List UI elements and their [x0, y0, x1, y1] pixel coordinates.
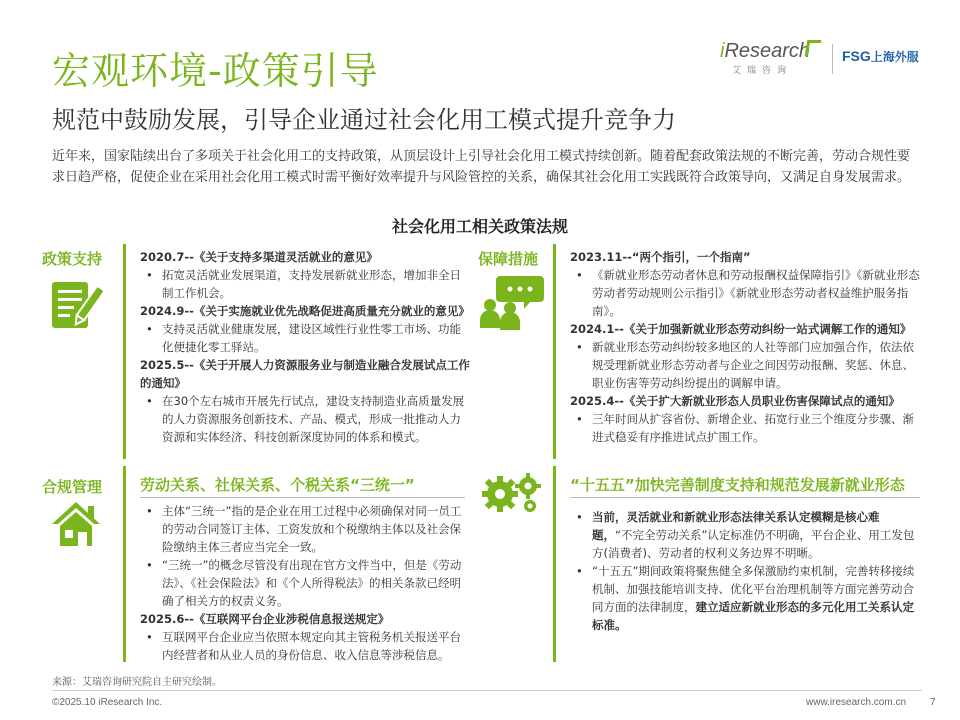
protection-item-head: 2025.4--《关于扩大新就业形态人员职业伤害保障试点的通知》: [570, 394, 900, 408]
compliance-heading: 劳动关系、社保关系、个税关系“三统一”: [140, 476, 415, 494]
source-note: 来源：艾瑞咨询研究院自主研究绘制。: [52, 677, 222, 688]
page-subtitle: 规范中鼓励发展，引导企业通过社会化用工模式提升竞争力: [52, 106, 676, 134]
divider-compliance: [123, 466, 126, 662]
policy-item-head: 2025.5--《关于开展人力资源服务业与制造业融合发展试点工作的通知》: [140, 358, 470, 390]
compliance-bullet: • 主体“三统一”指的是企业在用工过程中必须确保对同一员工的劳动合同签订主体、工资发放和个税缴纳主体以及社会保险缴纳主体三者应当完全一致。: [140, 502, 470, 556]
policy-item-head: 2020.7--《关于支持多渠道灵活就业的意见》: [140, 250, 378, 264]
protection-item-bullet: • 新就业形态劳动纠纷较多地区的人社等部门应加强合作，依法依规受理新就业形态劳动者与企业之间因劳动报酬、奖惩、休息、职业伤害等劳动纠纷提出的调解申请。: [570, 338, 920, 392]
protection-list: [570, 248, 920, 446]
compliance-bullet: • “三统一”的概念尽管没有出现在官方文件当中，但是《劳动法》、《社会保险法》和《个人所得税法》的相关条款已经明确了相关方的权责义务。: [140, 556, 470, 610]
divider-policy: [123, 244, 126, 459]
fifteen-list: [570, 508, 915, 634]
compliance-item-head: 2025.6--《互联网平台企业涉税信息报送规定》: [140, 612, 390, 626]
intro-paragraph: 近年来，国家陆续出台了多项关于社会化用工的支持政策，从顶层设计上引导社会化用工模式持续创新。随着配套政策法规的不断完善，劳动合规性要求日趋严格，促使企业在采用社会化用工模式时需平衡好效率提升与风险管控的关系，确保其社会化用工实践既符合政策导向，又满足自身发展需求。: [52, 149, 911, 185]
compliance-underline: [140, 497, 465, 498]
fifteen-underline: [570, 497, 920, 498]
policy-item-bullet: • 支持灵活就业健康发展，建设区域性行业性零工市场、功能化便捷化零工驿站。: [140, 320, 470, 356]
policy-item-bullet: • 拓宽灵活就业发展渠道，支持发展新就业形态，增加非全日制工作机会。: [140, 266, 470, 302]
protection-item-bullet: • 《新就业形态劳动者休息和劳动报酬权益保障指引》《新就业形态劳动者劳动规则公示指引》《新就业形态劳动者权益维护服务指南》。: [570, 266, 920, 320]
page-title: 宏观环境-政策引导: [52, 49, 379, 93]
category-protection: 保障措施: [478, 250, 539, 268]
policy-support-list: [140, 248, 470, 446]
policy-item-head: 2024.9--《关于实施就业优先战略促进高质量充分就业的意见》: [140, 304, 470, 318]
copyright: ©2025.10 iResearch Inc.: [52, 697, 163, 708]
divider-fifteen: [553, 466, 556, 662]
fifteen-bullet: • “十五五”期间政策将聚焦健全多保激励约束机制，完善转移接续机制、加强技能培训支持、优化平台治理机制等方面完善劳动合同方面的法律制度，建立适应新就业形态的多元化用工关系认定标准。: [570, 562, 915, 634]
house-icon: [50, 500, 102, 552]
fsg-logo: FSG上海外服: [842, 48, 919, 64]
protection-item-head: 2023.11--“两个指引，一个指南”: [570, 250, 751, 264]
protection-item-bullet: • 三年时间从扩容省份、新增企业、拓宽行业三个维度分步骤、渐进式稳妥有序推进试点扩围工作。: [570, 410, 920, 446]
page-number: 7: [930, 697, 936, 708]
iresearch-logo: iResearch 艾瑞咨询: [720, 40, 828, 84]
divider-protection: [553, 244, 556, 459]
protection-item-head: 2024.1--《关于加强新就业形态劳动纠纷一站式调解工作的通知》: [570, 322, 912, 336]
category-compliance: 合规管理: [42, 478, 103, 496]
fifteen-heading: “十五五”加快完善制度支持和规范发展新就业形态: [570, 476, 905, 494]
fifteen-bullet: • 当前，灵活就业和新就业形态法律关系认定模糊是核心难题，“不完全劳动关系”认定标准仍不明确，平台企业、用工发包方(消费者)、劳动者的权利义务边界不明晰。: [570, 508, 915, 562]
footer-divider: [52, 690, 922, 691]
compliance-item-bullet: • 互联网平台企业应当依照本规定向其主管税务机关报送平台内经营者和从业人员的身份信息、收入信息等涉税信息。: [140, 628, 470, 664]
policy-item-bullet: • 在30个左右城市开展先行试点，建设支持制造业高质量发展的人力资源服务创新技术、产品、模式，形成一批推动人力资源和实体经济、科技创新深度协同的体系和模式。: [140, 392, 470, 446]
category-policy-support: 政策支持: [42, 250, 103, 268]
gears-icon: [478, 468, 548, 522]
logo-divider: [832, 44, 833, 74]
leaf-icon: [805, 40, 822, 56]
people-chat-icon: [478, 272, 548, 336]
document-pen-icon: [48, 276, 104, 338]
website-link[interactable]: www.iresearch.com.cn: [806, 697, 907, 708]
compliance-list: [140, 502, 470, 664]
section-heading: 社会化用工相关政策法规: [391, 217, 568, 236]
